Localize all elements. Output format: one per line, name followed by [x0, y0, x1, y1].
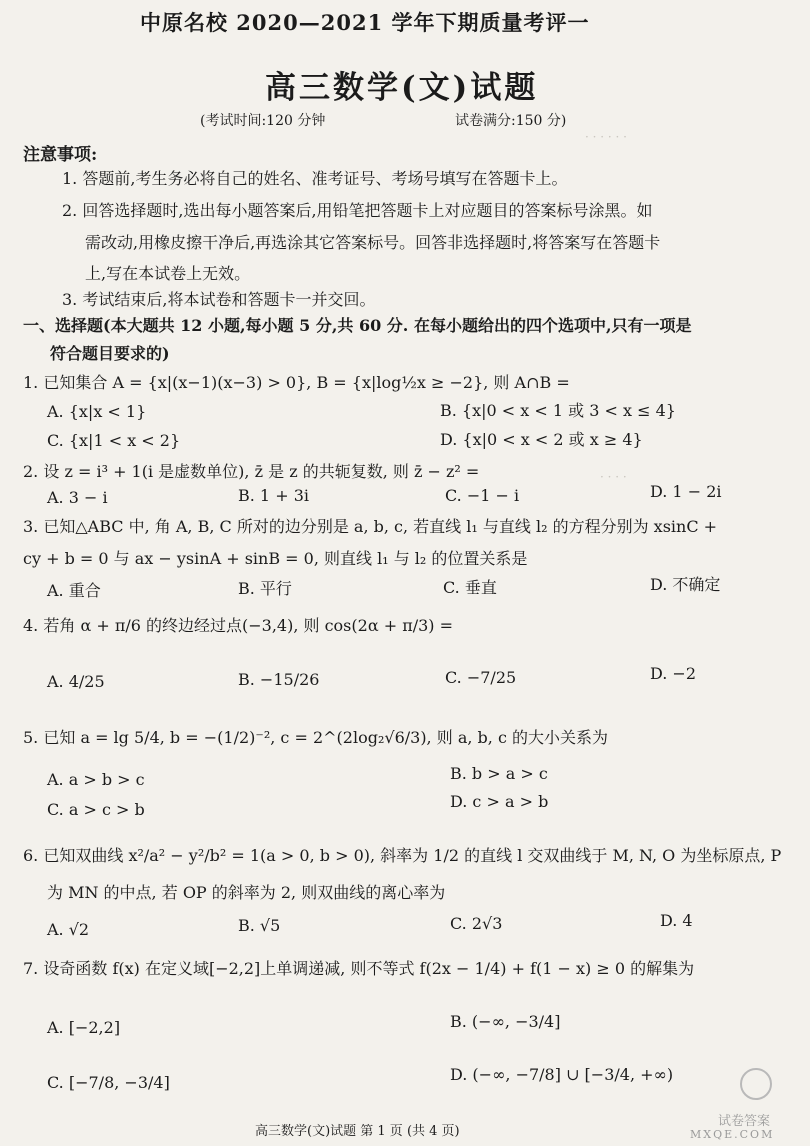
- question-2-option-d: D. 1 − 2i: [650, 482, 722, 501]
- question-4-option-a: A. 4/25: [47, 672, 105, 691]
- question-3-option-c: C. 垂直: [443, 578, 497, 597]
- question-7-option-b: B. (−∞, −3/4]: [450, 1012, 561, 1031]
- section-heading: 一、选择题(本大题共 12 小题,每小题 5 分,共 60 分. 在每小题给出的四个选项中,只有一项是: [23, 316, 692, 335]
- full-score: 试卷满分:150 分): [455, 113, 567, 129]
- notice-line: 需改动,用橡皮擦干净后,再选涂其它答案标号。回答非选择题时,将答案写在答题卡: [85, 233, 661, 252]
- page-footer: 高三数学(文)试题 第 1 页 (共 4 页): [255, 1124, 460, 1139]
- question-5-option-a: A. a > b > c: [47, 770, 145, 789]
- question-7-option-a: A. [−2,2]: [47, 1018, 121, 1037]
- question-6-option-b: B. √5: [238, 916, 281, 935]
- question-4-stem: 4. 若角 α + π/6 的终边经过点(−3,4), 则 cos(2α + π/3) =: [23, 616, 454, 635]
- notice-title: 注意事项:: [23, 145, 98, 165]
- question-1-option-c: C. {x|1 < x < 2}: [47, 431, 181, 450]
- question-1-stem: 1. 已知集合 A = {x|(x−1)(x−3) > 0}, B = {x|log½x ≥ −2}, 则 A∩B =: [23, 373, 570, 392]
- question-6-stem: 6. 已知双曲线 x²/a² − y²/b² = 1(a > 0, b > 0), 斜率为 1/2 的直线 l 交双曲线于 M, N, O 为坐标原点, P: [23, 846, 782, 865]
- question-5-stem: 5. 已知 a = lg 5/4, b = −(1/2)⁻², c = 2^(2log₂√6/3), 则 a, b, c 的大小关系为: [23, 728, 608, 747]
- notice-line: 1. 答题前,考生务必将自己的姓名、准考证号、考场号填写在答题卡上。: [62, 169, 568, 188]
- question-3-stem: 3. 已知△ABC 中, 角 A, B, C 所对的边分别是 a, b, c, 若直线 l₁ 与直线 l₂ 的方程分别为 xsinC +: [23, 517, 718, 536]
- watermark-logo-icon: [740, 1068, 772, 1100]
- bleed-through-mark: · · · ·: [600, 470, 627, 484]
- question-5-option-d: D. c > a > b: [450, 792, 549, 811]
- question-7-option-c: C. [−7/8, −3/4]: [47, 1073, 170, 1092]
- question-7-stem: 7. 设奇函数 f(x) 在定义域[−2,2]上单调递减, 则不等式 f(2x − 1/4) + f(1 − x) ≥ 0 的解集为: [23, 959, 695, 978]
- question-1-option-d: D. {x|0 < x < 2 或 x ≥ 4}: [440, 430, 643, 449]
- question-2-option-a: A. 3 − i: [47, 488, 108, 507]
- question-3-option-b: B. 平行: [238, 579, 292, 598]
- page-title: 高三数学(文)试题: [265, 70, 539, 106]
- question-7-option-d: D. (−∞, −7/8] ∪ [−3/4, +∞): [450, 1065, 674, 1084]
- question-3-option-d: D. 不确定: [650, 575, 721, 594]
- question-3-stem-cont: cy + b = 0 与 ax − ysinA + sinB = 0, 则直线 l₁ 与 l₂ 的位置关系是: [23, 549, 528, 568]
- section-heading-cont: 符合题目要求的): [50, 344, 170, 363]
- question-2-option-b: B. 1 + 3i: [238, 486, 309, 505]
- question-5-option-c: C. a > c > b: [47, 800, 145, 819]
- question-2-stem: 2. 设 z = i³ + 1(i 是虚数单位), z̄ 是 z 的共轭复数, 则 z̄ − z² =: [23, 462, 480, 481]
- question-4-option-d: D. −2: [650, 664, 697, 683]
- question-6-option-a: A. √2: [47, 920, 90, 939]
- question-4-option-b: B. −15/26: [238, 670, 320, 689]
- question-4-option-c: C. −7/25: [445, 668, 517, 687]
- question-6-option-c: C. 2√3: [450, 914, 503, 933]
- question-2-option-c: C. −1 − i: [445, 486, 520, 505]
- question-3-option-a: A. 重合: [47, 581, 101, 600]
- watermark-text: 试卷答案: [718, 1114, 771, 1129]
- question-6-stem-cont: 为 MN 的中点, 若 OP 的斜率为 2, 则双曲线的离心率为: [47, 883, 446, 902]
- question-5-option-b: B. b > a > c: [450, 764, 548, 783]
- bleed-through-mark: · · · · · ·: [585, 130, 627, 144]
- notice-line: 3. 考试结束后,将本试卷和答题卡一并交回。: [62, 290, 376, 309]
- question-1-option-b: B. {x|0 < x < 1 或 3 < x ≤ 4}: [440, 401, 676, 420]
- exam-time: (考试时间:120 分钟: [200, 113, 326, 129]
- question-1-option-a: A. {x|x < 1}: [47, 402, 147, 421]
- notice-line: 上,写在本试卷上无效。: [85, 264, 251, 283]
- question-6-option-d: D. 4: [660, 911, 693, 930]
- watermark-site: MXQE.COM: [690, 1128, 775, 1141]
- exam-header: 中原名校 2020—2021 学年下期质量考评一: [140, 10, 590, 35]
- notice-line: 2. 回答选择题时,选出每小题答案后,用铅笔把答题卡上对应题目的答案标号涂黑。如: [62, 201, 653, 220]
